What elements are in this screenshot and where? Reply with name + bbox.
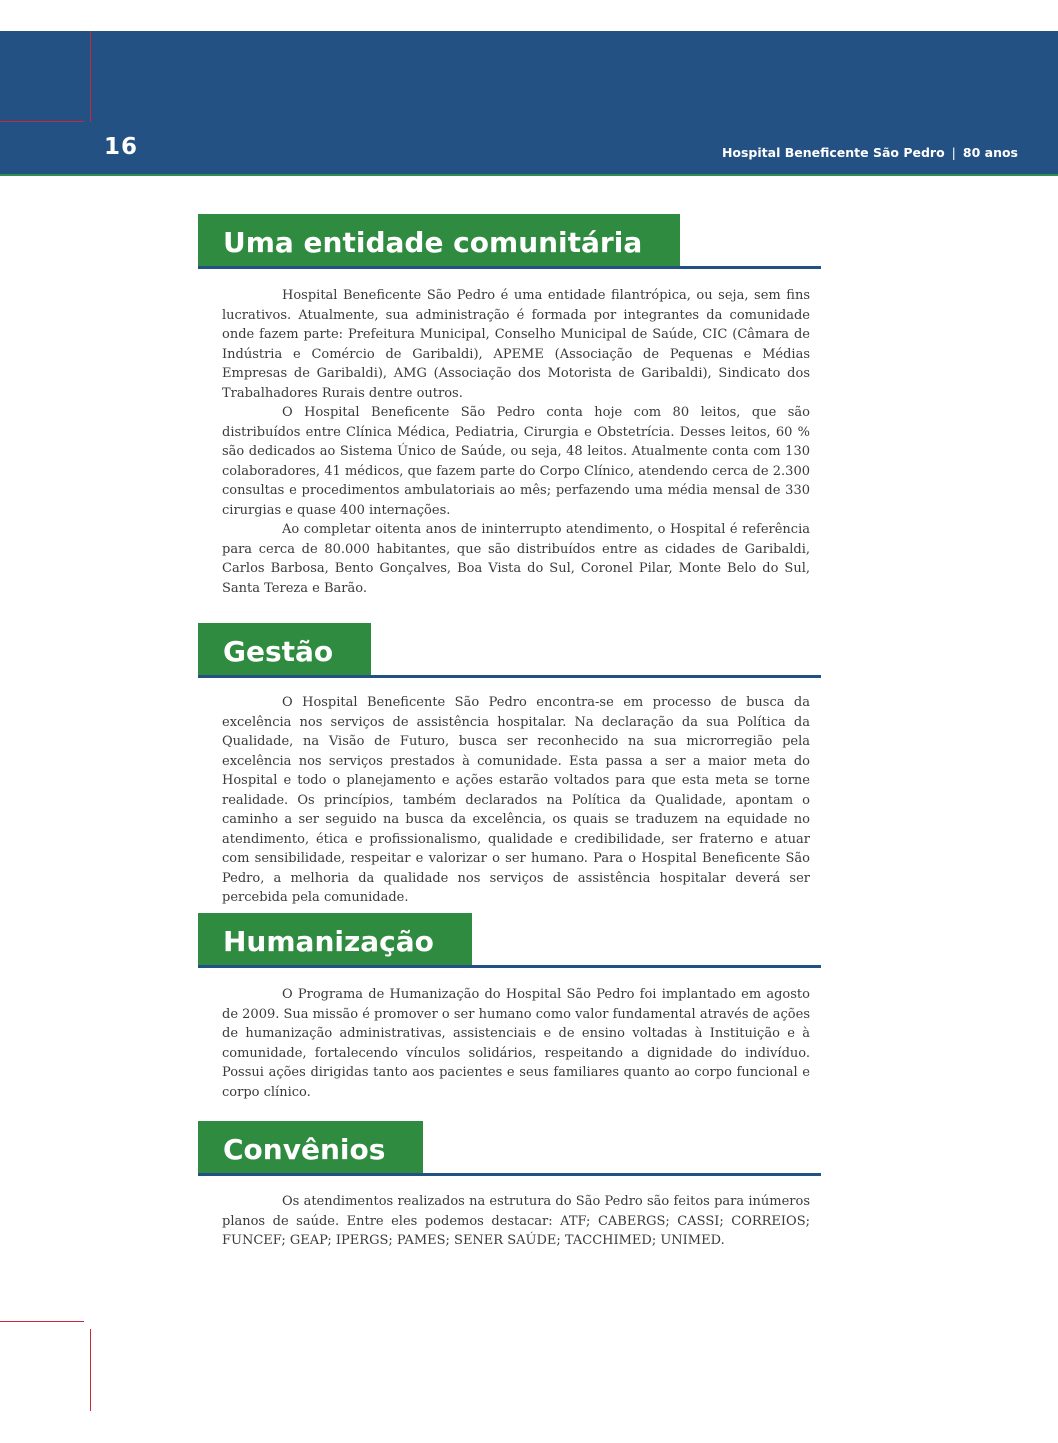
- paragraph: Os atendimentos realizados na estrutura do São Pedro são feitos para inúmeros planos de saúde. Entre eles podemos destacar: ATF; CABERGS; CASSI; CORREIOS; FUNCEF; GEAP; IPERGS; PAMES; SENER SAÚDE; TACCHIMED; UNIMED.: [222, 1194, 810, 1248]
- section-rule: [198, 675, 821, 678]
- page-number: 16: [104, 134, 139, 160]
- header-underline: [0, 174, 1058, 176]
- paragraph: O Programa de Humanização do Hospital São Pedro foi implantado em agosto de 2009. Sua missão é promover o ser humano como valor fundamental através de ações de humanização administrativas, assistenciais e de ensino voltadas à Instituição e à comunidade, fortalecendo vínculos solidários, respeitando a dignidade do indivíduo. Possui ações dirigidas tanto aos pacientes e seus familiares quanto ao corpo funcional e corpo clínico.: [222, 987, 811, 1100]
- section-heading-humanizacao: [198, 913, 821, 966]
- section-title: Convênios: [198, 1121, 423, 1174]
- running-header: [722, 145, 1018, 160]
- crop-mark-top-vertical: [90, 31, 91, 122]
- paragraph: Ao completar oitenta anos de ininterrupto atendimento, o Hospital é referência para cerca de 80.000 habitantes, que são distribuídos entre as cidades de Garibaldi, Carlos Barbosa, Bento Gonçalves, Boa Vista do Sul, Coronel Pilar, Monte Belo do Sul, Santa Tereza e Barão.: [222, 522, 810, 596]
- section-body-convenios: [222, 1192, 810, 1251]
- section-heading-entidade: [198, 214, 821, 267]
- section-rule: [198, 266, 821, 269]
- crop-mark-top-horizontal: [0, 121, 84, 122]
- crop-mark-bottom-horizontal: [0, 1321, 84, 1322]
- running-header-separator: |: [951, 145, 956, 160]
- section-body-humanizacao: [222, 985, 810, 1102]
- paragraph: O Hospital Beneficente São Pedro encontra-se em processo de busca da excelência nos serviços de assistência hospitalar. Na declaração da sua Política da Qualidade, na Visão de Futuro, busca ser reconhecido na sua microrregião pela excelência nos serviços prestados à comunidade. Esta passa a ser a maior meta do Hospital e todo o planejamento e ações estarão voltados para que esta meta se torne realidade. Os princípios, também declarados na Política da Qualidade, apontam o caminho a ser seguido na busca da excelência, os quais se traduzem na equidade no atendimento, ética e profissionalismo, qualidade e credibilidade, ser fraterno e atuar com sensibilidade, respeitar e valorizar o ser humano. Para o Hospital Beneficente São Pedro, a melhoria da qualidade nos serviços de assistência hospitalar deverá ser percebida pela comunidade.: [222, 695, 810, 905]
- paragraph: O Hospital Beneficente São Pedro conta hoje com 80 leitos, que são distribuídos entre Clínica Médica, Pediatria, Cirurgia e Obstetrícia. Desses leitos, 60 % são dedicados ao Sistema Único de Saúde, ou seja, 48 leitos. Atualmente conta com 130 colaboradores, 41 médicos, que fazem parte do Corpo Clínico, atendendo cerca de 2.300 consultas e procedimentos ambulatoriais ao mês; perfazendo uma média mensal de 330 cirurgias e quase 400 internações.: [222, 405, 810, 518]
- running-header-title: Hospital Beneficente São Pedro: [721, 145, 945, 160]
- section-body-gestao: [222, 693, 810, 908]
- section-rule: [198, 1173, 821, 1176]
- section-title: Humanização: [198, 913, 472, 966]
- running-header-subtitle: 80 anos: [962, 145, 1018, 160]
- section-heading-convenios: [198, 1121, 821, 1174]
- section-rule: [198, 965, 821, 968]
- section-title: Gestão: [198, 623, 371, 676]
- section-heading-gestao: [198, 623, 821, 676]
- paragraph: Hospital Beneficente São Pedro é uma entidade filantrópica, ou seja, sem fins lucrativos. Atualmente, sua administração é formada por integrantes da comunidade onde fazem parte: Prefeitura Municipal, Conselho Municipal de Saúde, CIC (Câmara de Indústria e Comércio de Garibaldi), APEME (Associação de Pequenas e Médias Empresas de Garibaldi), AMG (Associação dos Motorista de Garibaldi), Sindicato dos Trabalhadores Rurais dentre outros.: [222, 288, 810, 401]
- section-title: Uma entidade comunitária: [198, 214, 680, 267]
- section-body-entidade: [222, 286, 810, 598]
- crop-mark-bottom-vertical: [90, 1329, 91, 1411]
